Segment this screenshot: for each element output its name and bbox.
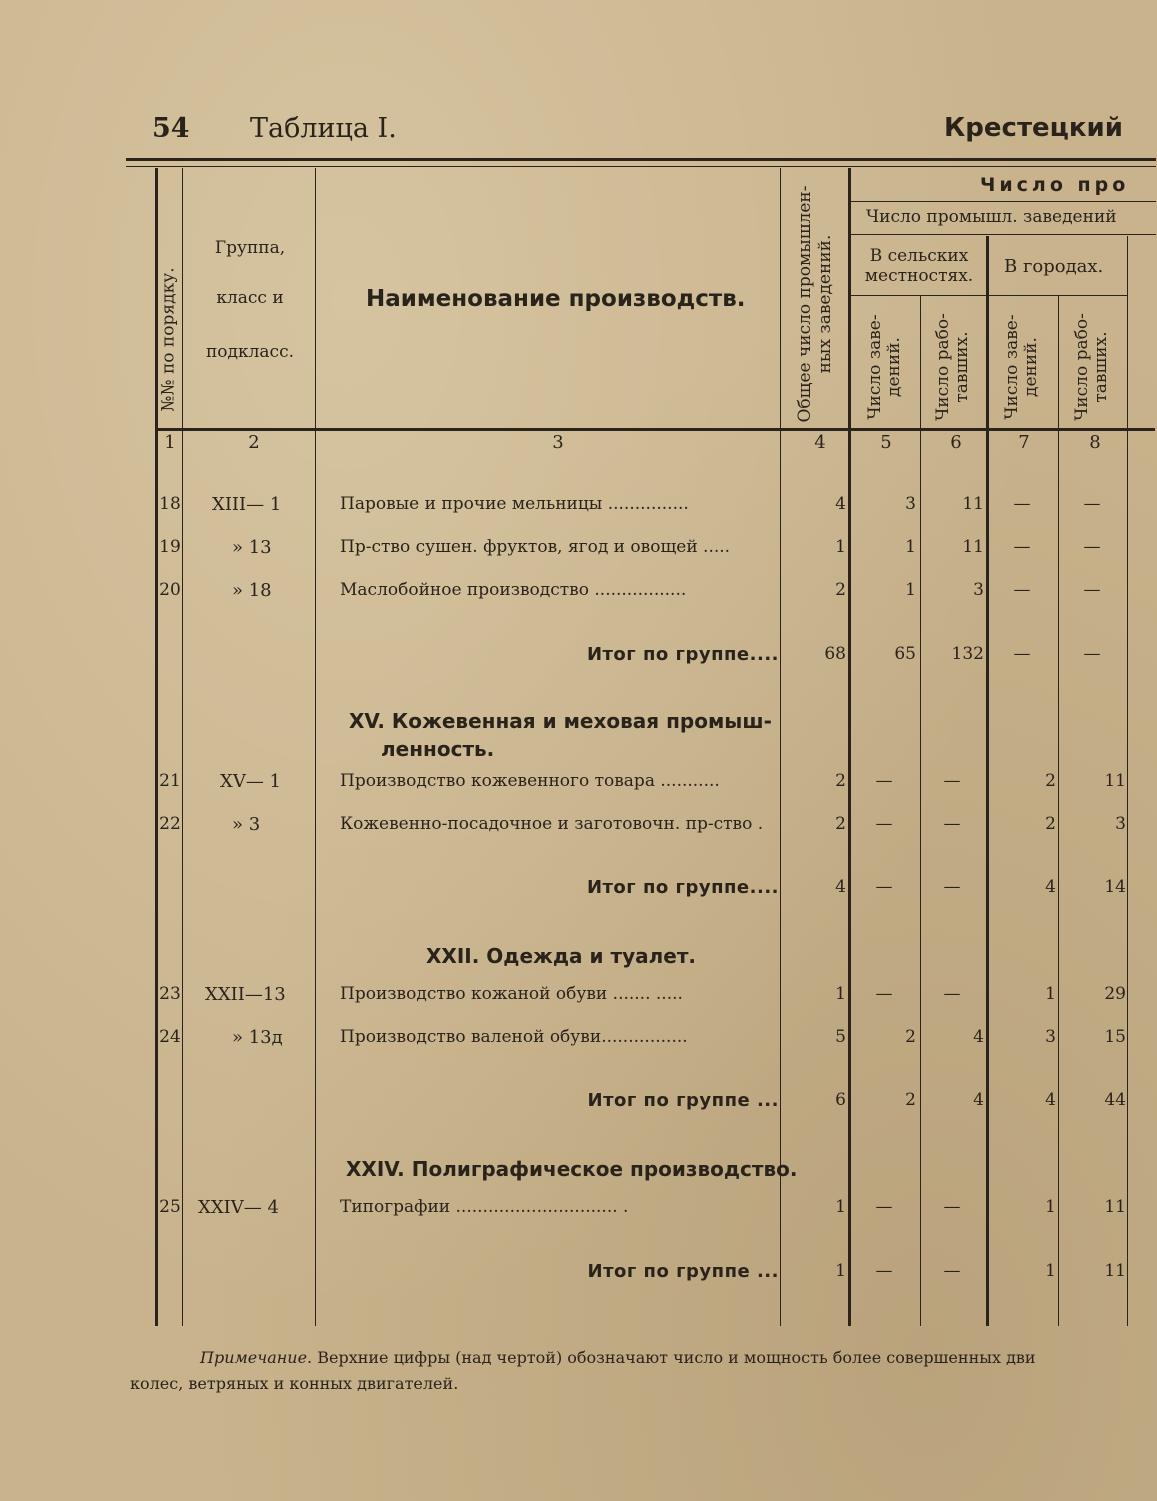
hdr-line-1 xyxy=(850,201,1156,202)
section-xxiv-title: XXIV. Полиграфическое производство. xyxy=(346,1157,798,1181)
header-group-1: Группа, xyxy=(214,238,286,258)
footnote-line-2: колес, ветряных и конных двигателей. xyxy=(130,1374,459,1393)
header-workers-rural: Число рабо- тавших. xyxy=(933,313,972,421)
header-order: №№ по порядку. xyxy=(158,267,179,412)
page-number: 54 xyxy=(152,113,190,144)
header-total: Общее число промышлен- ных заведений. xyxy=(795,185,835,423)
header-est-rural: Число заве- дений. xyxy=(865,314,904,420)
hdr-line-2 xyxy=(850,234,1156,235)
table-row: 25 XXIV— 4 Типографии .............................. . 1 — — 1 11 xyxy=(159,1197,1126,1218)
section-xxii-title: XXII. Одежда и туалет. xyxy=(426,944,697,968)
table-row: 24 » 13д Производство валеной обуви................ 5 2 4 3 15 xyxy=(159,1027,1126,1048)
header-est-urban: Число заве- дений. xyxy=(1002,314,1041,420)
colnum-3: 3 xyxy=(552,432,564,453)
header-rural: В сельских местностях. xyxy=(864,246,974,286)
col-line-5 xyxy=(920,296,921,1326)
header-name: Наименование производств. xyxy=(366,286,746,312)
colnum-5: 5 xyxy=(880,432,892,453)
colnum-7: 7 xyxy=(1018,432,1030,453)
col-line-1 xyxy=(182,168,183,1326)
table-row: 22 » 3 Кожевенно-посадочное и заготовочн. пр-ство . 2 — — 2 3 xyxy=(159,814,1126,835)
table-row: 18 XIII— 1 Паровые и прочие мельницы ............... 4 3 11 — — xyxy=(159,494,1101,515)
table-row: 23 XXII—13 Производство кожаной обуви ....... ..... 1 — — 1 29 xyxy=(159,984,1126,1005)
group-total-row: Итог по группе.... 4 — — 4 14 xyxy=(586,877,1126,898)
footnote-label: Примечание. xyxy=(200,1348,313,1367)
header-bottom-rule xyxy=(155,428,1155,431)
group-total-row: Итог по группе ... 6 2 4 4 44 xyxy=(587,1090,1126,1111)
colnum-6: 6 xyxy=(950,432,962,453)
col-line-7 xyxy=(1058,296,1059,1326)
top-rule xyxy=(126,158,1156,161)
header-group-3: подкласс. xyxy=(205,342,295,362)
top-rule-thin xyxy=(126,166,1156,167)
col-line-2 xyxy=(315,168,316,1326)
district-name: Крестецкий xyxy=(944,113,1123,143)
section-xv-title: XV. Кожевенная и меховая промыш- xyxy=(349,709,772,733)
header-urban: В городах. xyxy=(1004,256,1104,277)
footnote-text-1: Верхние цифры (над чертой) обозначают число и мощность более совершенных дви xyxy=(317,1348,1036,1367)
table-row: 21 XV— 1 Производство кожевенного товара ........... 2 — — 2 11 xyxy=(159,771,1126,792)
col-line-4 xyxy=(848,168,851,1326)
header-workers-urban: Число рабо- тавших. xyxy=(1072,313,1111,421)
colnum-4: 4 xyxy=(814,432,826,453)
colnum-8: 8 xyxy=(1089,432,1101,453)
hdr-line-3 xyxy=(850,295,1128,296)
table-title: Таблица I. xyxy=(250,113,397,144)
group-total-row: Итог по группе.... 68 65 132 — — xyxy=(586,644,1101,665)
header-top: Число про xyxy=(980,174,1130,196)
section-xv-title-cont: ленность. xyxy=(381,737,495,761)
footnote-line-1 xyxy=(200,1348,1036,1367)
header-sub: Число промышл. заведений xyxy=(866,207,1117,227)
group-total-row: Итог по группе ... 1 — — 1 11 xyxy=(587,1261,1126,1282)
header-group-2: класс и xyxy=(216,288,284,308)
colnum-2: 2 xyxy=(248,432,260,453)
table-row: 20 » 18 Маслобойное производство ................. 2 1 3 — — xyxy=(159,580,1101,601)
col-line-3 xyxy=(780,168,781,1326)
table-row: 19 » 13 Пр-ство сушен. фруктов, ягод и овощей ..... 1 1 11 — — xyxy=(159,537,1101,558)
colnum-1: 1 xyxy=(164,432,176,453)
